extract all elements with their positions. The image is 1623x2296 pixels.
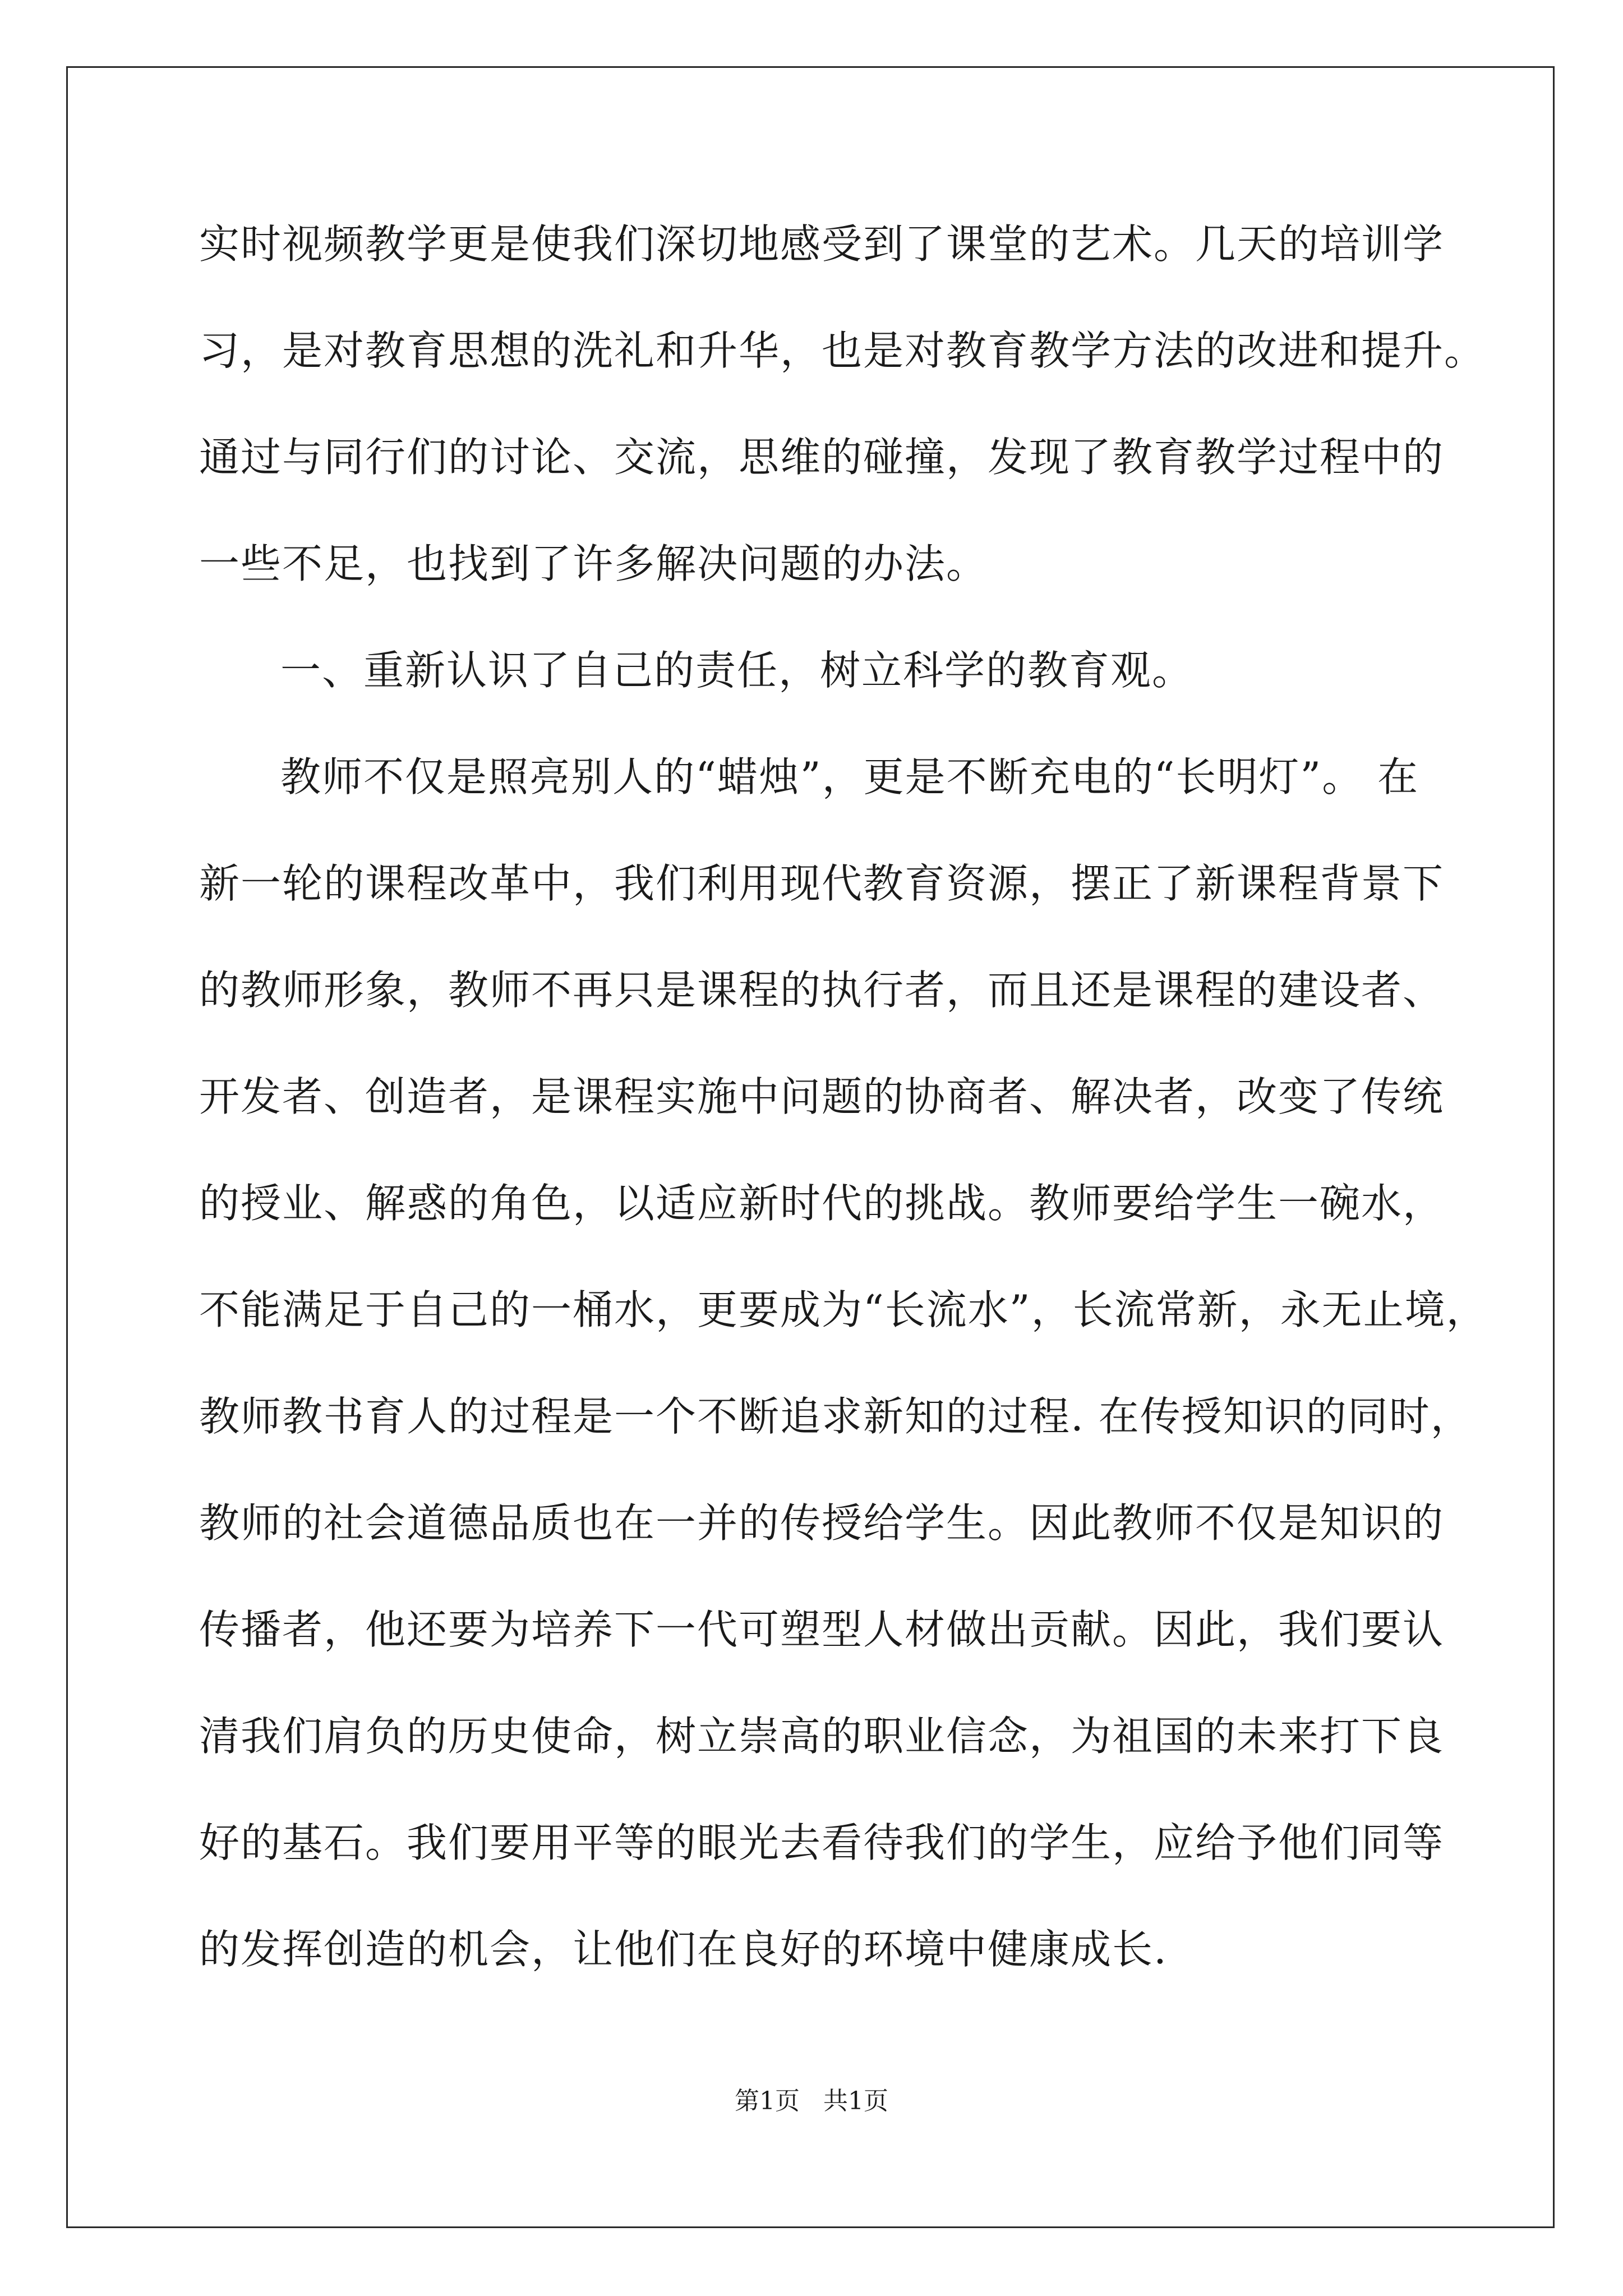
text-line: 教师不仅是照亮别人的“蜡烛”，更是不断充电的“长明灯”。 在: [280, 753, 1419, 800]
text-line: 不能满足于自己的一桶水，更要成为“长流水”，长流常新，永无止境，: [199, 1286, 1488, 1333]
section-heading: 一、重新认识了自己的责任，树立科学的教育观。: [280, 647, 1194, 694]
text-line: 开发者、创造者，是课程实施中问题的协商者、解决者，改变了传统: [199, 1073, 1445, 1120]
text-line: 的发挥创造的机会，让他们在良好的环境中健康成长.: [199, 1926, 1168, 1973]
page-number: 第1页 共1页: [735, 2087, 888, 2115]
text-line: 的授业、解惑的角色，以适应新时代的挑战。教师要给学生一碗水，: [199, 1180, 1445, 1227]
text-line: 清我们肩负的历史使命，树立崇高的职业信念，为祖国的未来打下良: [199, 1713, 1445, 1760]
text-line: 通过与同行们的讨论、交流，思维的碰撞，发现了教育教学过程中的: [199, 434, 1445, 481]
text-line: 新一轮的课程改革中，我们利用现代教育资源，摆正了新课程背景下: [199, 860, 1445, 907]
text-line: 好的基石。我们要用平等的眼光去看待我们的学生，应给予他们同等: [199, 1819, 1445, 1866]
text-line: 传播者，他还要为培养下一代可塑型人材做出贡献。因此，我们要认: [199, 1606, 1445, 1653]
text-line: 教师的社会道德品质也在一并的传授给学生。因此教师不仅是知识的: [199, 1499, 1445, 1547]
text-line: 一些不足，也找到了许多解决问题的办法。: [199, 540, 988, 587]
text-line: 实时视频教学更是使我们深切地感受到了课堂的艺术。几天的培训学: [199, 220, 1445, 268]
text-line: 的教师形象，教师不再只是课程的执行者，而且还是课程的建设者、: [199, 967, 1445, 1014]
text-line: 教师教书育人的过程是一个不断追求新知的过程. 在传授知识的同时，: [199, 1393, 1472, 1440]
text-line: 习，是对教育思想的洗礼和升华，也是对教育教学方法的改进和提升。: [199, 327, 1486, 374]
page-border: [66, 66, 1555, 2228]
